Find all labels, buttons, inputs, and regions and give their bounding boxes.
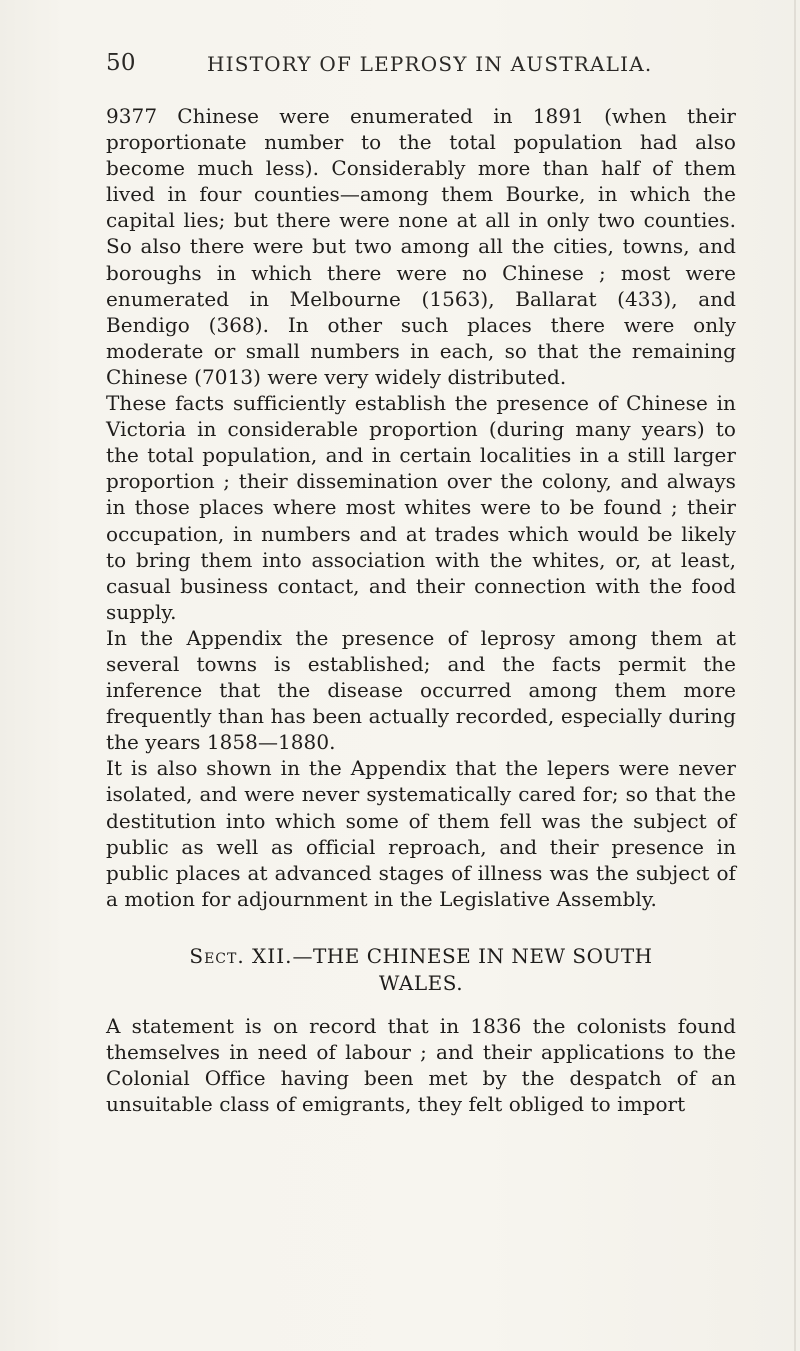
running-title: HISTORY OF LEPROSY IN AUSTRALIA.: [207, 52, 653, 76]
paragraph-3: In the Appendix the presence of leprosy among them at several towns is established; and the facts permit the inference that the disease occurred among them more frequently than has been actually recorded, especially during the years 1858—1880.: [106, 625, 736, 755]
page-header: [106, 50, 726, 80]
body-text: [106, 103, 736, 1117]
section-heading: [106, 943, 736, 997]
section-title-line-1: —THE CHINESE IN NEW SOUTH: [292, 943, 653, 968]
page-edge: [794, 0, 796, 1351]
paragraph-2: These facts sufficiently establish the presence of Chinese in Victoria in considerable proportion (during many years) to the total population, and in certain localities in a still larger proportion ; their dissemination over the colony, and always in those places where most whites were to be found ; their occupation, in numbers and at trades which would be likely to bring them into association with the whites, or, at least, casual business contact, and their connection with the food supply.: [106, 391, 736, 624]
page-number: 50: [106, 50, 136, 76]
paragraph-4: It is also shown in the Appendix that the lepers were never isolated, and were never systematically cared for; so that the destitution into which some of them fell was the subject of public as well as official reproach, and their presence in public places at advanced stages of illness was the subject of a motion for adjournment in the Legislative Assembly.: [106, 756, 736, 911]
section-number: Sect. XII.: [189, 943, 293, 968]
paragraph-5: A statement is on record that in 1836 the colonists found themselves in need of labour ; and their applications to the Colonial Office having been met by the despatch of an unsuitable class of emigrants, they felt obliged to import: [106, 1013, 736, 1117]
paragraph-1: 9377 Chinese were enumerated in 1891 (when their proportionate number to the total population had also become much less). Considerably more than half of them lived in four counties—among them Bourke, in which the capital lies; but there were none at all in only two counties. So also there were but two among all the cities, towns, and boroughs in which there were no Chinese ; most were enumerated in Melbourne (1563), Ballarat (433), and Bendigo (368). In other such places there were only moderate or small numbers in each, so that the remaining Chinese (7013) were very widely distributed.: [106, 104, 736, 389]
section-title-line-2: WALES.: [378, 970, 464, 995]
section-heading-line-1: [106, 943, 736, 970]
